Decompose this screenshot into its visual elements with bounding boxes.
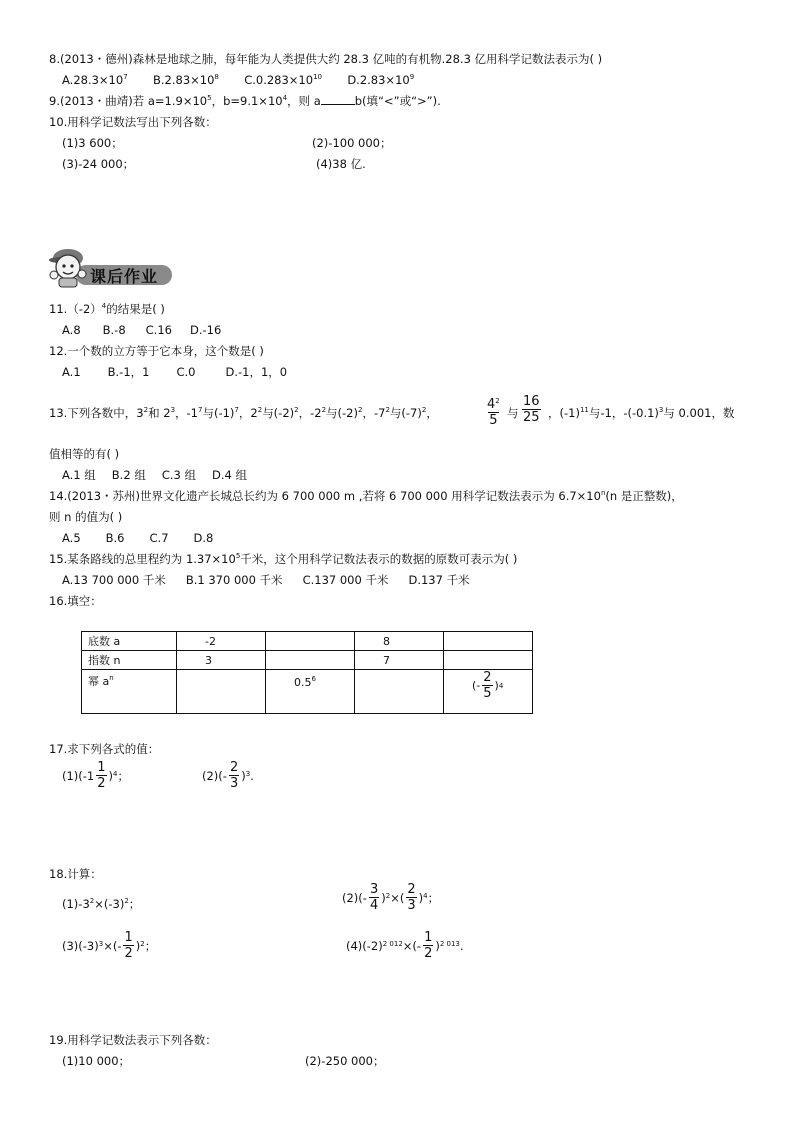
q13-option-b: B.2 组 [111, 468, 146, 482]
table-cell-blank[interactable] [177, 670, 266, 714]
table-cell: 指数 n [82, 651, 177, 670]
q10-part4: (4)38 亿. [316, 157, 366, 171]
q13-option-c: C.3 组 [161, 468, 196, 482]
q10-part3: (3)-24 000； [62, 157, 135, 171]
q13-option-d: D.4 组 [212, 468, 247, 482]
q17-part2: (2)(- $\frac{2}{3}$ ) 3 . [202, 760, 254, 791]
q9-stem: 9.(2013・曲靖)若 $a=1.9\times 10^5$，$b=9.1\times 10^4$，则 a b(填“<”或“>”). [49, 94, 441, 108]
q11-option-a: A.8 [62, 323, 81, 337]
homework-banner-label: 课后作业 [90, 267, 159, 286]
q13-stem: 13.下列各数中，$3^2$和 $2^3$，$-1^7$与$(-1)^7$，$2^2$与$(-2)^2$，$-2^2$与$(-2)^2$，$-7^2$与$(-7)^2$， [49, 406, 438, 420]
q13-and: 与 [507, 406, 519, 420]
table-fraction: $\frac{2}{5}$ [483, 670, 492, 701]
table-row [82, 632, 533, 651]
q18-part4: (4)(-2) 2 012 ×(- $\frac{1}{2}$ ) 2 013 . [346, 930, 464, 961]
q18-stem: 18.计算： [49, 867, 102, 881]
q19-part2: (2)-250 000； [305, 1054, 385, 1068]
table-cell-blank[interactable] [355, 670, 444, 714]
q18-part3: (3)(-3) 3 ×(- $\frac{1}{2}$ ) 2 ； [62, 930, 157, 961]
table-cell-blank[interactable] [266, 651, 355, 670]
table-cell: (- $\frac{2}{5}$ ) 4 [444, 670, 533, 714]
q14-option-c: C.7 [149, 531, 169, 545]
table-cell: $0.5^6$ [266, 670, 355, 714]
q11-option-b: B.-8 [102, 323, 126, 337]
q8-option-d: $D.2.83\times 10^9$ [347, 73, 415, 87]
q13-options [62, 467, 247, 483]
q8-option-c: $C.0.283\times 10^{10}$ [244, 73, 322, 87]
q14-option-d: D.8 [193, 531, 214, 545]
q17-part1: (1)(-1 $\frac{1}{2}$ ) 4 ； [62, 760, 129, 791]
q11-option-d: D.-16 [189, 323, 222, 337]
q12-options [62, 364, 287, 380]
q12-option-d: D.-1，1，0 [225, 365, 288, 379]
q19-part1: (1)10 000； [62, 1054, 131, 1068]
q15-option-a: A.13 700 000 千米 [62, 573, 166, 587]
q14-stem-line2: 则 n 的值为( ) [49, 510, 123, 524]
table-cell: 7 [355, 651, 444, 670]
q9-answer-blank[interactable] [321, 93, 355, 105]
q13-option-a: A.1 组 [62, 468, 96, 482]
table-cell: 底数 a [82, 632, 177, 651]
q8-options [62, 72, 414, 88]
q19-stem: 19.用科学记数法表示下列各数： [49, 1033, 217, 1047]
q11-options [62, 322, 221, 338]
q15-option-d: D.137 千米 [408, 573, 470, 587]
table-cell-blank[interactable] [444, 632, 533, 651]
q14-option-b: B.6 [105, 531, 125, 545]
q8-option-a: $A.28.3\times 10^7$ [62, 73, 128, 87]
q12-stem: 12.一个数的立方等于它本身，这个数是( ) [49, 344, 264, 358]
q15-options [62, 572, 470, 588]
q14-option-a: A.5 [62, 531, 81, 545]
table-cell-blank[interactable] [444, 651, 533, 670]
q17-stem: 17.求下列各式的值： [49, 742, 160, 756]
q13-stem-tail: ，$(-1)^{11}$与-1，$-(-0.1)^3$与 0.001，数 [548, 406, 735, 420]
q12-option-b: B.-1，1 [107, 365, 150, 379]
q10-stem: 10.用科学记数法写出下列各数： [49, 115, 217, 129]
q18-part1: $(1)-3^2\times(-3)^2$； [62, 897, 141, 911]
power-table [81, 631, 533, 714]
q13-fraction-2: $\frac{16}{25}$ [523, 394, 540, 425]
q15-option-b: B.1 370 000 千米 [185, 573, 283, 587]
q8-option-b: $B.2.83\times 10^8$ [152, 73, 219, 87]
table-cell: 8 [355, 632, 444, 651]
q14-stem: 14.(2013・苏州)世界文化遗产长城总长约为 6 700 000 m ,若将 6 700 000 用科学记数法表示为 $6.7\times 10^n(n$ 是正整数)， [49, 489, 683, 503]
q10-part2: (2)-100 000； [312, 136, 392, 150]
q16-stem: 16.填空： [49, 594, 102, 608]
q13-stem-line2: 值相等的有( ) [49, 447, 120, 461]
q11-stem: $11.(-2)^4$的结果是( ) [49, 302, 165, 316]
table-cell: 幂 $a^n$ [82, 670, 177, 714]
q10-part1: (1)3 600； [62, 136, 123, 150]
q12-option-a: A.1 [62, 365, 81, 379]
homework-banner [46, 243, 174, 289]
q8-stem: 8.(2013・德州)森林是地球之肺，每年能为人类提供大约 28.3 亿吨的有机物.28.3 亿用科学记数法表示为( ) [49, 52, 603, 66]
q12-option-c: C.0 [176, 365, 196, 379]
table-cell: 3 [177, 651, 266, 670]
table-cell: -2 [177, 632, 266, 651]
q14-options [62, 530, 213, 546]
q18-part2: (2)(- $\frac{3}{4}$ ) 2 ×( $\frac{2}{3}$ ) 4 ； [342, 882, 440, 913]
table-row [82, 670, 533, 714]
table-row [82, 651, 533, 670]
q13-fraction-1: $\frac{4^2}{5}$ [487, 397, 500, 428]
q15-option-c: C.137 000 千米 [302, 573, 389, 587]
q15-stem: 15.某条路线的总里程约为 $1.37\times 10^5$千米，这个用科学记数法表示的数据的原数可表示为( ) [49, 552, 518, 566]
table-cell-blank[interactable] [266, 632, 355, 651]
q11-option-c: C.16 [145, 323, 172, 337]
